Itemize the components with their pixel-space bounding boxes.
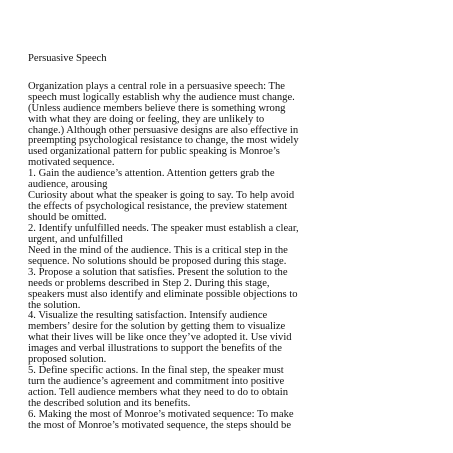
body-line: speakers must also identify and eliminate possible objections to bbox=[28, 288, 298, 300]
body-line: preempting psychological resistance to change, the most widely bbox=[28, 135, 299, 147]
body-line: the most of Monroe’s motivated sequence, the steps should be bbox=[28, 419, 292, 431]
body-line: 1. Gain the audience’s attention. Attention getters grab the bbox=[28, 168, 275, 180]
body-line: the solution. bbox=[28, 299, 81, 311]
body-line: 3. Propose a solution that satisfies. Present the solution to the bbox=[28, 266, 288, 278]
body-line: 6. Making the most of Monroe’s motivated sequence: To make bbox=[28, 408, 294, 420]
document-body bbox=[28, 82, 425, 432]
body-line: urgent, and unfulfilled bbox=[28, 233, 123, 245]
body-line: the described solution and its benefits. bbox=[28, 397, 191, 409]
body-line: used organizational pattern for public speaking is Monroe’s bbox=[28, 146, 280, 158]
body-line: 4. Visualize the resulting satisfaction. Intensify audience bbox=[28, 310, 268, 322]
body-line: sequence. No solutions should be proposed during this stage. bbox=[28, 255, 287, 267]
body-line: Organization plays a central role in a persuasive speech: The bbox=[28, 80, 285, 92]
body-line: members’ desire for the solution by getting them to visualize bbox=[28, 321, 286, 333]
body-line: 2. Identify unfulfilled needs. The speaker must establish a clear, bbox=[28, 222, 299, 234]
body-line: should be omitted. bbox=[28, 212, 107, 224]
body-line: the effects of psychological resistance, the preview statement bbox=[28, 201, 288, 213]
body-line: turn the audience’s agreement and commitment into positive bbox=[28, 376, 285, 388]
body-line: Curiosity about what the speaker is going to say. To help avoid bbox=[28, 190, 295, 202]
body-line: images and verbal illustrations to support the benefits of the bbox=[28, 343, 282, 355]
body-line: change.) Although other persuasive designs are also effective in bbox=[28, 124, 299, 136]
body-line: proposed solution. bbox=[28, 354, 107, 366]
body-line: needs or problems described in Step 2. During this stage, bbox=[28, 277, 270, 289]
body-line: action. Tell audience members what they need to do to obtain bbox=[28, 387, 289, 399]
body-line: what their lives will be like once they’ve adopted it. Use vivid bbox=[28, 332, 292, 344]
body-line: 5. Define specific actions. In the final step, the speaker must bbox=[28, 365, 284, 377]
body-line: Need in the mind of the audience. This is a critical step in the bbox=[28, 244, 288, 256]
body-line: audience, arousing bbox=[28, 179, 108, 191]
body-line: motivated sequence. bbox=[28, 157, 115, 169]
document-title: Persuasive Speech bbox=[28, 53, 107, 64]
body-line: (Unless audience members believe there is something wrong bbox=[28, 102, 286, 114]
body-line: speech must logically establish why the audience must change. bbox=[28, 91, 295, 103]
body-line: with what they are doing or feeling, they are unlikely to bbox=[28, 113, 265, 125]
